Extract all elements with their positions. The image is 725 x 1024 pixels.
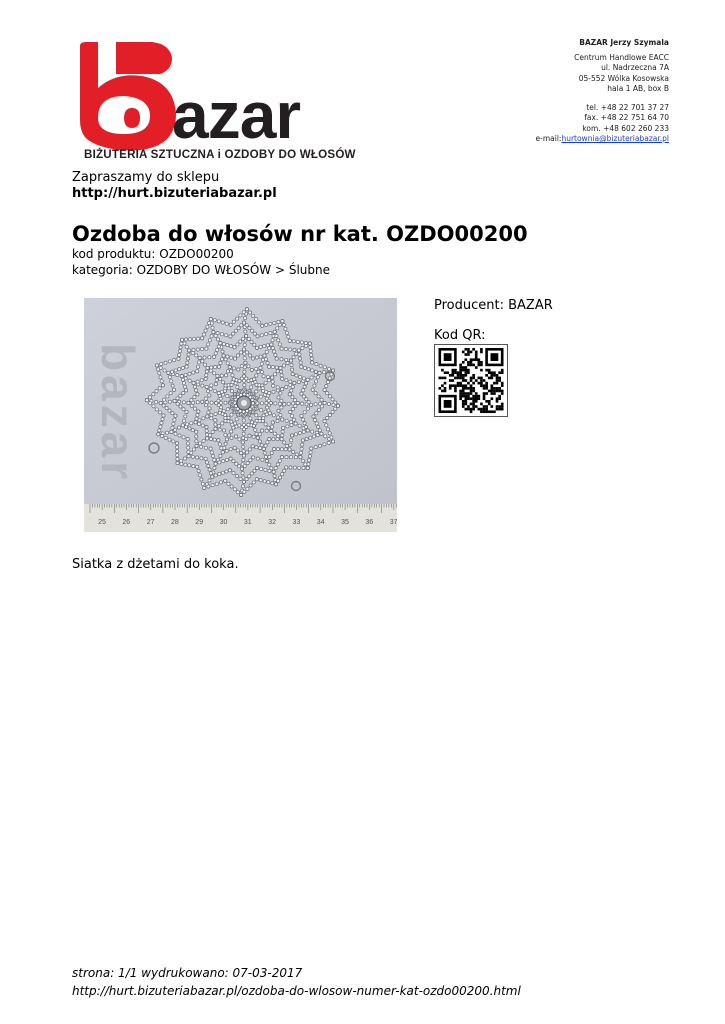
ruler-label: 25	[98, 519, 106, 526]
phone: tel. +48 22 701 37 27	[586, 102, 669, 112]
product-code: kod produktu: OZDO00200	[72, 247, 234, 261]
ruler-label: 33	[292, 519, 301, 526]
watermark: bazar	[92, 343, 144, 484]
qr-code	[434, 344, 508, 417]
email-row	[536, 134, 669, 145]
producer: Producent: BAZAR	[434, 298, 553, 313]
shop-invite	[72, 170, 277, 202]
ruler-label: 34	[316, 519, 325, 526]
ruler-label: 29	[195, 519, 204, 526]
ruler-label: 27	[146, 519, 155, 526]
ruler-label: 36	[365, 519, 374, 526]
invite-text: Zapraszamy do sklepu	[72, 170, 220, 185]
ruler-label: 37	[389, 519, 397, 526]
qr-label: Kod QR:	[434, 328, 486, 343]
address-line: Centrum Handlowe EACC	[574, 52, 669, 62]
product-meta	[72, 247, 330, 278]
svg-text:BIŻUTERIA SZTUCZNA i OZDOBY DO: BIŻUTERIA SZTUCZNA i OZDOBY DO WŁOSÓW	[84, 148, 356, 161]
ruler-label: 31	[243, 519, 252, 526]
bazar-logo	[76, 40, 378, 162]
page-footer	[72, 964, 521, 1000]
address-line: ul. Nadrzeczna 7A	[601, 63, 669, 72]
product-description: Siatka z dżetami do koka.	[72, 557, 239, 572]
mobile: kom. +48 602 260 233	[582, 123, 669, 133]
hair-net-image	[84, 298, 397, 532]
product-title: Ozdoba do włosów nr kat. OZDO00200	[72, 222, 528, 246]
ruler-label: 30	[219, 519, 228, 526]
email-label: e-mail:	[535, 134, 562, 143]
product-category: kategoria: OZDOBY DO WŁOSÓW > Ślubne	[72, 262, 331, 277]
ruler-label: 28	[171, 519, 179, 526]
print-info: strona: 1/1 wydrukowano: 07-03-2017	[72, 966, 303, 980]
ruler-label: 26	[122, 519, 131, 526]
company-info	[536, 38, 669, 145]
email-link[interactable]: hurtownia@bizuteriabazar.pl	[561, 134, 669, 143]
product-photo	[84, 298, 397, 532]
fax: fax. +48 22 751 64 70	[584, 113, 669, 122]
address-line: hala 1 AB, box B	[607, 84, 669, 93]
address-line: 05-552 Wólka Kosowska	[578, 73, 669, 83]
footer-url[interactable]: http://hurt.bizuteriabazar.pl/ozdoba-do-wlosow-numer-kat-ozdo00200.html	[72, 984, 521, 998]
shop-url[interactable]: http://hurt.bizuteriabazar.pl	[72, 186, 277, 201]
svg-text:azar: azar	[172, 78, 301, 152]
ruler-label: 35	[341, 519, 349, 526]
ruler-label: 32	[268, 519, 276, 526]
company-name: BAZAR Jerzy Szymala	[579, 38, 669, 47]
